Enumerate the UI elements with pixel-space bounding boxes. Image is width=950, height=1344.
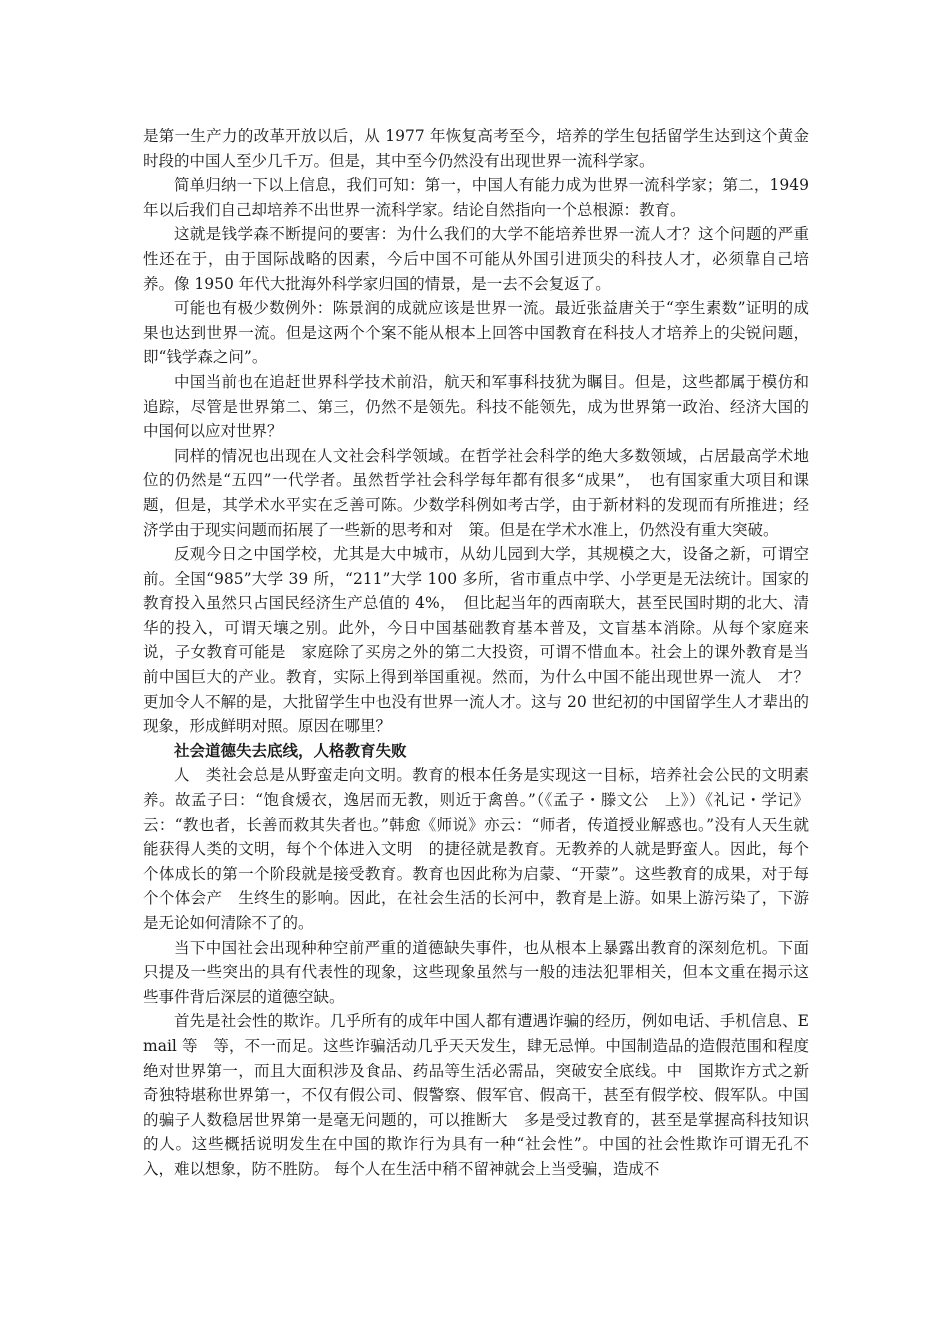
paragraph: 中国当前也在追赶世界科学技术前沿，航天和军事科技犹为瞩目。但是，这些都属于模仿和追踪，尽管是世界第二、第三，仍然不是领先。科技不能领先，成为世界第一政治、经济大国的中国何以应对世界？ (143, 372, 809, 441)
paragraph: 反观今日之中国学校，尤其是大中城市，从幼儿园到大学，其规模之大，设备之新，可谓空前。全国“985”大学 39 所，“211”大学 100 多所，省市重点中学、小学更是无法统计。国家的教育投入虽然只占国民经济生产总值的 4%， 但比起当年的西南联大，甚至民国时期的北大、清华的投入，可谓天壤之别。此外，今日中国基础教育基本普及，文盲基本消除。从每个家庭来说，子女教育可能是 家庭除了买房之外的第二大投资，可谓不惜血本。社会上的课外教育是当前中国巨大的产业。教育，实际上得到举国重视。然而，为什么中国不能出现世界一流人 才？更加令人不解的是，大批留学生中也没有世界一流人才。这与 20 世纪初的中国留学生人才辈出的现象，形成鲜明对照。原因在哪里？ (143, 545, 809, 736)
document-body (143, 124, 809, 1182)
section-heading: 社会道德失去底线，人格教育失败 (174, 741, 407, 760)
paragraph: 简单归纳一下以上信息，我们可知：第一，中国人有能力成为世界一流科学家；第二，1949 年以后我们自己却培养不出世界一流科学家。结论自然指向一个总根源：教育。 (143, 176, 809, 219)
paragraph: 同样的情况也出现在人文社会科学领域。在哲学社会科学的绝大多数领域，占居最高学术地位的仍然是“五四”一代学者。虽然哲学社会科学每年都有很多“成果”， 也有国家重大项目和课题，但是，其学术水平实在乏善可陈。少数学科例如考古学，由于新材料的发现而有所推进；经济学由于现实问题而拓展了一些新的思考和对 策。但是在学术水准上，仍然没有重大突破。 (143, 446, 809, 539)
paragraph: 可能也有极少数例外：陈景润的成就应该是世界一流。最近张益唐关于“孪生素数”证明的成果也达到世界一流。但是这两个个案不能从根本上回答中国教育在科技人才培养上的尖锐问题，即“钱学森之问”。 (143, 299, 809, 367)
paragraph: 当下中国社会出现种种空前严重的道德缺失事件，也从根本上暴露出教育的深刻危机。下面只提及一些突出的具有代表性的现象，这些现象虽然与一般的违法犯罪相关，但本文重在揭示这些事件背后深层的道德空缺。 (143, 938, 809, 1006)
paragraph: 是第一生产力的改革开放以后，从 1977 年恢复高考至今，培养的学生包括留学生达到这个黄金时段的中国人至少几千万。但是，其中至今仍然没有出现世界一流科学家。 (143, 127, 809, 170)
paragraph: 人 类社会总是从野蛮走向文明。教育的根本任务是实现这一目标，培养社会公民的文明素养。故孟子曰：“饱食煖衣，逸居而无教，则近于禽兽。”（《孟子・滕文公 上》）《礼记・学记》云：“教也者，长善而救其失者也。”韩愈《师说》亦云：“师者，传道授业解惑也。”没有人天生就能获得人类的文明，每个个体进入文明 的捷径就是教育。无教养的人就是野蛮人。因此，每个个体成长的第一个阶段就是接受教育。教育也因此称为启蒙、“开蒙”。这些教育的成果，对于每个个体会产 生终生的影响。因此，在社会生活的长河中，教育是上游。如果上游污染了，下游是无论如何清除不了的。 (143, 766, 809, 932)
paragraph: 首先是社会性的欺诈。几乎所有的成年中国人都有遭遇诈骗的经历，例如电话、手机信息、Email 等 等，不一而足。这些诈骗活动几乎天天发生，肆无忌惮。中国制造品的造假范围和程度绝对世界第一，而且大面积涉及食品、药品等生活必需品，突破安全底线。中 国欺诈方式之新奇独特堪称世界第一，不仅有假公司、假警察、假军官、假高干，甚至有假学校、假军队。中国的骗子人数稳居世界第一是毫无问题的，可以推断大 多是受过教育的，甚至是掌握高科技知识的人。这些概括说明发生在中国的欺诈行为具有一种“社会性”。中国的社会性欺诈可谓无孔不入，难以想象，防不胜防。 每个人在生活中稍不留神就会上当受骗，造成不 (143, 1012, 809, 1178)
paragraph: 这就是钱学森不断提问的要害：为什么我们的大学不能培养世界一流人才？这个问题的严重性还在于，由于国际战略的因素，今后中国不可能从外国引进顶尖的科技人才，必须靠自己培养。像 1950 年代大批海外科学家归国的情景，是一去不会复返了。 (143, 225, 809, 293)
